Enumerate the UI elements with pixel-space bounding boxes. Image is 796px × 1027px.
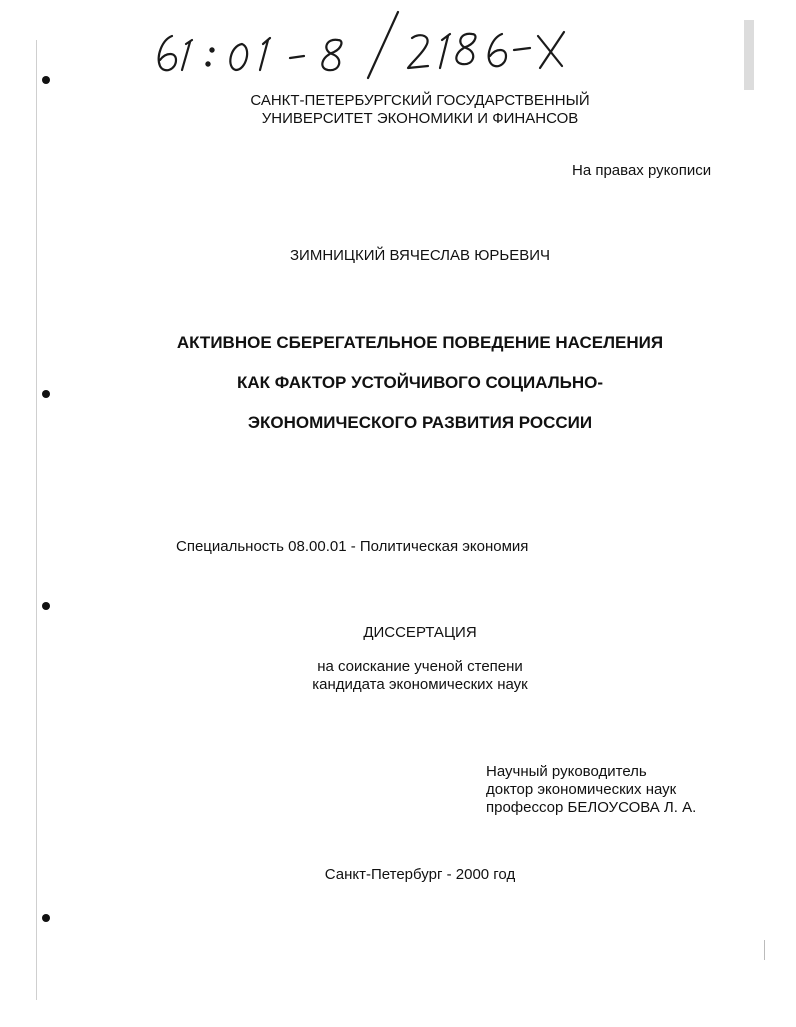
binding-hole-mark (42, 914, 50, 922)
rights-note: На правах рукописи (572, 162, 712, 179)
dissertation-title-line-2: КАК ФАКТОР УСТОЙЧИВОГО СОЦИАЛЬНО- (236, 373, 604, 392)
scan-edge-line (36, 40, 37, 1000)
degree-line-1: на соискание ученой степени (317, 658, 523, 675)
specialty: Специальность 08.00.01 - Политическая экономия (176, 538, 529, 555)
document-type: ДИССЕРТАЦИЯ (363, 624, 477, 641)
dissertation-title-line-1: АКТИВНОЕ СБЕРЕГАТЕЛЬНОЕ ПОВЕДЕНИЕ НАСЕЛЕНИЯ (176, 333, 664, 352)
supervisor-line-3: профессор БЕЛОУСОВА Л. А. (486, 799, 697, 816)
binding-hole-mark (42, 76, 50, 84)
place-and-year: Санкт-Петербург - 2000 год (324, 866, 516, 883)
dissertation-title-line-3: ЭКОНОМИЧЕСКОГО РАЗВИТИЯ РОССИИ (247, 413, 593, 432)
binding-hole-mark (42, 602, 50, 610)
degree-line-2: кандидата экономических наук (312, 676, 528, 693)
binding-hole-mark (42, 390, 50, 398)
author-name: ЗИМНИЦКИЙ ВЯЧЕСЛАВ ЮРЬЕВИЧ (289, 247, 550, 264)
supervisor-line-1: Научный руководитель (486, 763, 647, 780)
scan-noise (764, 940, 765, 960)
handwritten-catalog-number (150, 8, 590, 80)
institution-line-2: УНИВЕРСИТЕТ ЭКОНОМИКИ И ФИНАНСОВ (261, 110, 579, 127)
supervisor-line-2: доктор экономических наук (486, 781, 677, 798)
scan-noise (744, 20, 754, 90)
institution-line-1: САНКТ-ПЕТЕРБУРГСКИЙ ГОСУДАРСТВЕННЫЙ (250, 92, 590, 109)
